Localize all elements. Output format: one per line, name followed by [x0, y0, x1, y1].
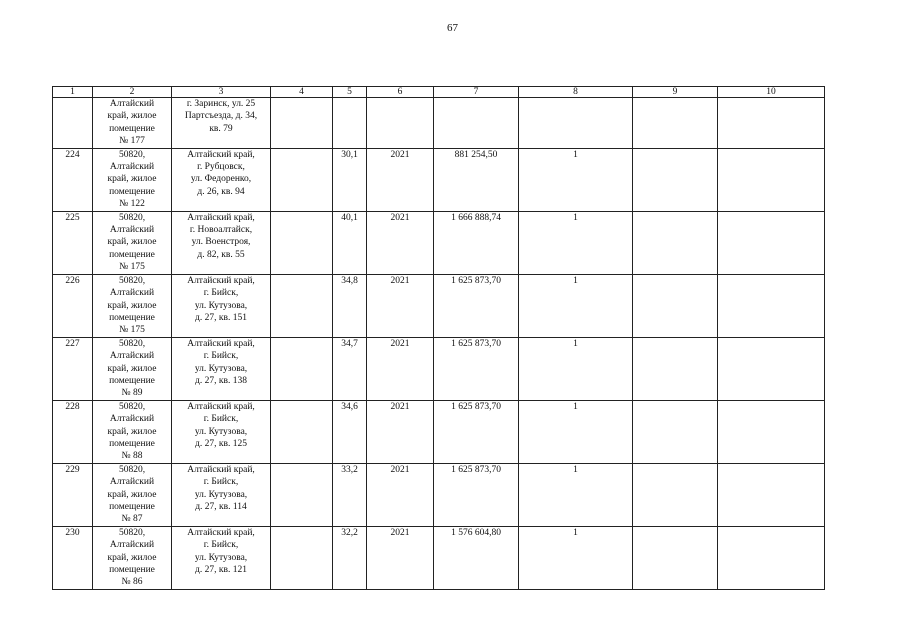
- table-row: [53, 148, 825, 211]
- address-cell-line: ул. Кутузова,: [194, 300, 248, 311]
- table-row: [53, 400, 825, 463]
- column-10-cell: [718, 148, 825, 211]
- year-cell: [367, 98, 434, 149]
- address-cell-line: г. Бийск,: [203, 414, 239, 425]
- object-name-cell-line: Алтайский: [109, 477, 155, 488]
- address-cell-line: д. 27, кв. 114: [195, 502, 247, 512]
- address-cell: [172, 211, 271, 274]
- price-cell: 1 625 873,70: [434, 337, 519, 400]
- quantity-cell: 1: [519, 337, 633, 400]
- area-cell: [333, 98, 367, 149]
- header-row: [53, 87, 825, 98]
- address-cell-line: ул. Кутузова,: [194, 426, 248, 437]
- year-cell: 2021: [367, 400, 434, 463]
- column-10-cell: [718, 526, 825, 589]
- address-cell-line: Алтайский край,: [187, 464, 255, 475]
- object-name-cell-line: 50820,: [118, 338, 146, 349]
- price-cell: 1 625 873,70: [434, 400, 519, 463]
- column-9-cell: [633, 98, 718, 149]
- row-number-cell: 230: [53, 526, 93, 589]
- row-number-cell: 228: [53, 400, 93, 463]
- column-10-cell: [718, 211, 825, 274]
- object-name-cell: [93, 400, 172, 463]
- address-cell-line: г. Бийск,: [203, 477, 239, 488]
- object-name-cell-line: 50820,: [118, 464, 146, 475]
- object-name-cell-line: № 86: [121, 577, 143, 588]
- object-name-cell-line: край, жилое: [107, 300, 157, 311]
- quantity-cell: 1: [519, 274, 633, 337]
- object-name-cell: [93, 211, 172, 274]
- object-name-cell: [93, 526, 172, 589]
- column-10-cell: [718, 98, 825, 149]
- object-name-cell-line: № 88: [121, 451, 143, 462]
- object-name-cell-line: 50820,: [118, 212, 146, 223]
- table-row: [53, 463, 825, 526]
- column-10-cell: [718, 274, 825, 337]
- address-cell-line: Алтайский край,: [187, 212, 255, 223]
- object-name-cell-line: помещение: [109, 565, 155, 576]
- table-body: [53, 87, 825, 590]
- price-cell: 1 666 888,74: [434, 211, 519, 274]
- column-4-cell: [271, 526, 333, 589]
- address-cell-line: г. Бийск,: [203, 351, 239, 362]
- address-cell-line: д. 27, кв. 151: [195, 312, 247, 323]
- price-cell: 1 576 604,80: [434, 526, 519, 589]
- quantity-cell: 1: [519, 526, 633, 589]
- column-4-cell: [271, 98, 333, 149]
- address-cell-line: д. 26, кв. 94: [197, 186, 245, 197]
- object-name-cell-line: помещение: [109, 375, 155, 386]
- address-cell-line: ул. Кутузова,: [194, 489, 248, 500]
- area-cell: 30,1: [333, 148, 367, 211]
- object-name-cell: [93, 463, 172, 526]
- area-cell: 34,7: [333, 337, 367, 400]
- column-4-cell: [271, 148, 333, 211]
- header-cell-3: 3: [172, 87, 271, 98]
- object-name-cell-line: 50820,: [118, 527, 146, 538]
- object-name-cell-line: 50820,: [118, 149, 146, 160]
- address-cell-line: ул. Федоренко,: [190, 174, 252, 185]
- row-number-cell: 227: [53, 337, 93, 400]
- address-cell-line: г. Рубцовск,: [197, 162, 245, 173]
- object-name-cell-line: помещение: [109, 123, 155, 134]
- area-cell: 34,6: [333, 400, 367, 463]
- address-cell: [172, 526, 271, 589]
- object-name-cell-line: край, жилое: [107, 174, 157, 185]
- area-cell: 40,1: [333, 211, 367, 274]
- table-row: [53, 526, 825, 589]
- row-number-cell: 226: [53, 274, 93, 337]
- column-9-cell: [633, 274, 718, 337]
- header-cell-8: 8: [519, 87, 633, 98]
- address-cell: [172, 148, 271, 211]
- price-cell: 881 254,50: [434, 148, 519, 211]
- price-cell: [434, 98, 519, 149]
- address-cell-line: Алтайский край,: [187, 401, 255, 412]
- address-cell: [172, 463, 271, 526]
- row-number-cell: [53, 98, 93, 149]
- header-cell-4: 4: [271, 87, 333, 98]
- table-row: [53, 211, 825, 274]
- address-cell-line: ул. Кутузова,: [194, 552, 248, 563]
- address-cell-line: г. Заринск, ул. 25: [186, 99, 256, 109]
- column-10-cell: [718, 463, 825, 526]
- address-cell: [172, 274, 271, 337]
- object-name-cell-line: Алтайский: [109, 540, 155, 551]
- object-name-cell-line: Алтайский: [109, 225, 155, 236]
- address-cell-line: Партсъезда, д. 34,: [184, 111, 258, 122]
- price-cell: 1 625 873,70: [434, 274, 519, 337]
- column-9-cell: [633, 463, 718, 526]
- column-9-cell: [633, 400, 718, 463]
- column-4-cell: [271, 337, 333, 400]
- year-cell: 2021: [367, 274, 434, 337]
- area-cell: 32,2: [333, 526, 367, 589]
- page-number: 67: [447, 22, 458, 34]
- row-number-cell: 224: [53, 148, 93, 211]
- address-cell-line: д. 27, кв. 138: [195, 375, 247, 386]
- column-4-cell: [271, 274, 333, 337]
- column-10-cell: [718, 400, 825, 463]
- address-cell-line: ул. Военстроя,: [191, 237, 251, 248]
- object-name-cell-line: край, жилое: [107, 237, 157, 248]
- object-name-cell-line: 50820,: [118, 401, 146, 412]
- column-4-cell: [271, 400, 333, 463]
- area-cell: 34,8: [333, 274, 367, 337]
- object-name-cell-line: край, жилое: [107, 552, 157, 563]
- column-10-cell: [718, 337, 825, 400]
- header-cell-1: 1: [53, 87, 93, 98]
- address-cell-line: г. Бийск,: [203, 288, 239, 299]
- object-name-cell: [93, 148, 172, 211]
- address-cell-line: Алтайский край,: [187, 275, 255, 286]
- header-cell-7: 7: [434, 87, 519, 98]
- object-name-cell-line: Алтайский: [109, 99, 155, 109]
- address-cell: [172, 337, 271, 400]
- table-row: [53, 337, 825, 400]
- object-name-cell-line: Алтайский: [109, 162, 155, 173]
- year-cell: 2021: [367, 526, 434, 589]
- address-cell-line: д. 27, кв. 125: [195, 438, 247, 449]
- object-name-cell-line: помещение: [109, 186, 155, 197]
- object-name-cell-line: № 122: [119, 199, 145, 210]
- address-cell-line: г. Новоалтайск,: [189, 225, 253, 236]
- address-cell: [172, 98, 271, 149]
- object-name-cell-line: край, жилое: [107, 489, 157, 500]
- header-cell-9: 9: [633, 87, 718, 98]
- header-cell-6: 6: [367, 87, 434, 98]
- row-number-cell: 229: [53, 463, 93, 526]
- address-cell-line: д. 27, кв. 121: [195, 565, 247, 576]
- object-name-cell-line: № 175: [119, 262, 145, 273]
- column-4-cell: [271, 463, 333, 526]
- header-cell-2: 2: [93, 87, 172, 98]
- address-cell-line: Алтайский край,: [187, 149, 255, 160]
- object-name-cell-line: № 177: [119, 136, 145, 147]
- object-name-cell: [93, 98, 172, 149]
- object-name-cell-line: край, жилое: [107, 426, 157, 437]
- column-9-cell: [633, 148, 718, 211]
- object-name-cell-line: помещение: [109, 502, 155, 512]
- object-name-cell-line: помещение: [109, 312, 155, 323]
- object-name-cell: [93, 337, 172, 400]
- quantity-cell: [519, 98, 633, 149]
- address-cell-line: г. Бийск,: [203, 540, 239, 551]
- header-cell-5: 5: [333, 87, 367, 98]
- quantity-cell: 1: [519, 463, 633, 526]
- object-name-cell-line: Алтайский: [109, 414, 155, 425]
- column-9-cell: [633, 211, 718, 274]
- property-registry-table: [52, 86, 825, 590]
- year-cell: 2021: [367, 211, 434, 274]
- object-name-cell-line: край, жилое: [107, 111, 157, 122]
- object-name-cell-line: Алтайский: [109, 351, 155, 362]
- column-4-cell: [271, 211, 333, 274]
- table-row: [53, 98, 825, 149]
- row-number-cell: 225: [53, 211, 93, 274]
- object-name-cell-line: помещение: [109, 249, 155, 260]
- table-row: [53, 274, 825, 337]
- address-cell: [172, 400, 271, 463]
- object-name-cell-line: № 175: [119, 325, 145, 336]
- object-name-cell-line: № 87: [121, 514, 143, 525]
- quantity-cell: 1: [519, 400, 633, 463]
- address-cell-line: ул. Кутузова,: [194, 363, 248, 374]
- price-cell: 1 625 873,70: [434, 463, 519, 526]
- year-cell: 2021: [367, 337, 434, 400]
- header-cell-10: 10: [718, 87, 825, 98]
- quantity-cell: 1: [519, 148, 633, 211]
- address-cell-line: Алтайский край,: [187, 338, 255, 349]
- object-name-cell-line: край, жилое: [107, 363, 157, 374]
- year-cell: 2021: [367, 463, 434, 526]
- object-name-cell-line: Алтайский: [109, 288, 155, 299]
- address-cell-line: кв. 79: [209, 123, 233, 134]
- object-name-cell-line: 50820,: [118, 275, 146, 286]
- object-name-cell: [93, 274, 172, 337]
- object-name-cell-line: помещение: [109, 438, 155, 449]
- column-9-cell: [633, 526, 718, 589]
- area-cell: 33,2: [333, 463, 367, 526]
- year-cell: 2021: [367, 148, 434, 211]
- address-cell-line: д. 82, кв. 55: [197, 249, 245, 260]
- address-cell-line: Алтайский край,: [187, 527, 255, 538]
- column-9-cell: [633, 337, 718, 400]
- quantity-cell: 1: [519, 211, 633, 274]
- object-name-cell-line: № 89: [121, 388, 143, 399]
